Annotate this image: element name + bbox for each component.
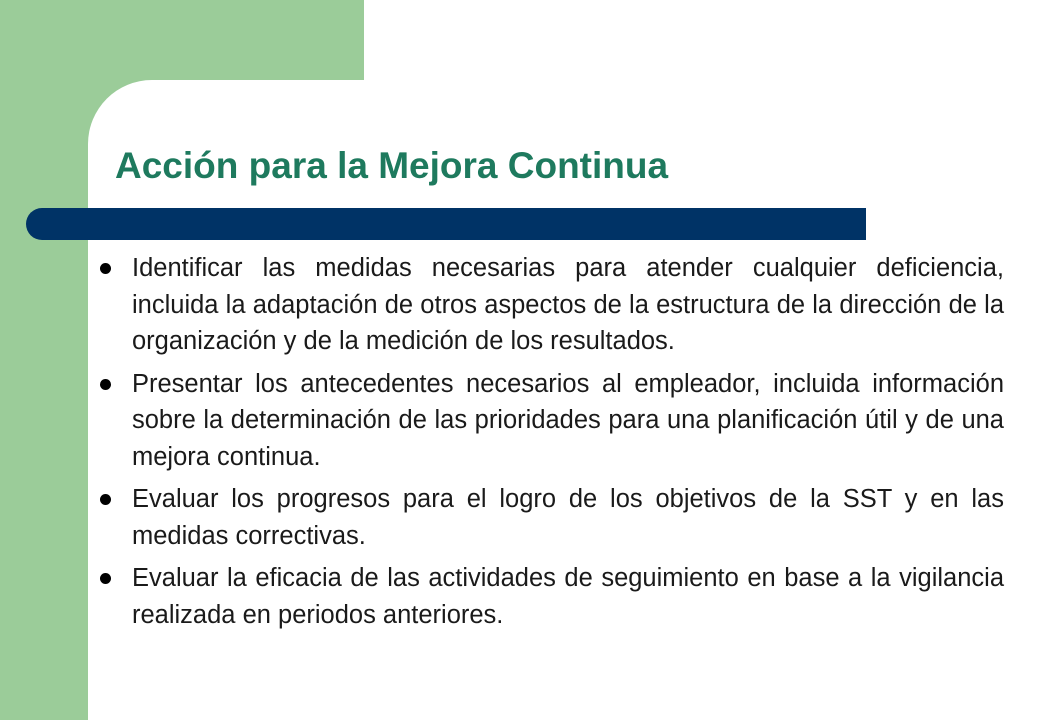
bullet-dot-icon — [100, 263, 111, 274]
bullet-item — [98, 366, 1004, 476]
bullet-dot-icon — [100, 573, 111, 584]
bullet-dot-icon — [100, 494, 111, 505]
bullet-text: Identificar las medidas necesarias para atender cualquier deficiencia, incluida la adaptación de otros aspectos de la estructura de la dirección de la organización y de la medición de los resultados. — [132, 254, 1004, 355]
bullet-text: Evaluar los progresos para el logro de los objetivos de la SST y en las medidas correctivas. — [132, 485, 1004, 550]
title-underline-bar — [26, 208, 866, 240]
bullet-item — [98, 481, 1004, 554]
bullet-text: Evaluar la eficacia de las actividades de seguimiento en base a la vigilancia realizada en periodos anteriores. — [132, 564, 1004, 629]
bullet-item — [98, 250, 1004, 360]
slide-title: Acción para la Mejora Continua — [115, 145, 669, 186]
bullet-item — [98, 560, 1004, 633]
bullet-list — [98, 250, 1004, 639]
bullet-text: Presentar los antecedentes necesarios al empleador, incluida información sobre la determinación de las prioridades para una planificación útil y de una mejora continua. — [132, 369, 1004, 471]
bullet-dot-icon — [100, 379, 111, 390]
